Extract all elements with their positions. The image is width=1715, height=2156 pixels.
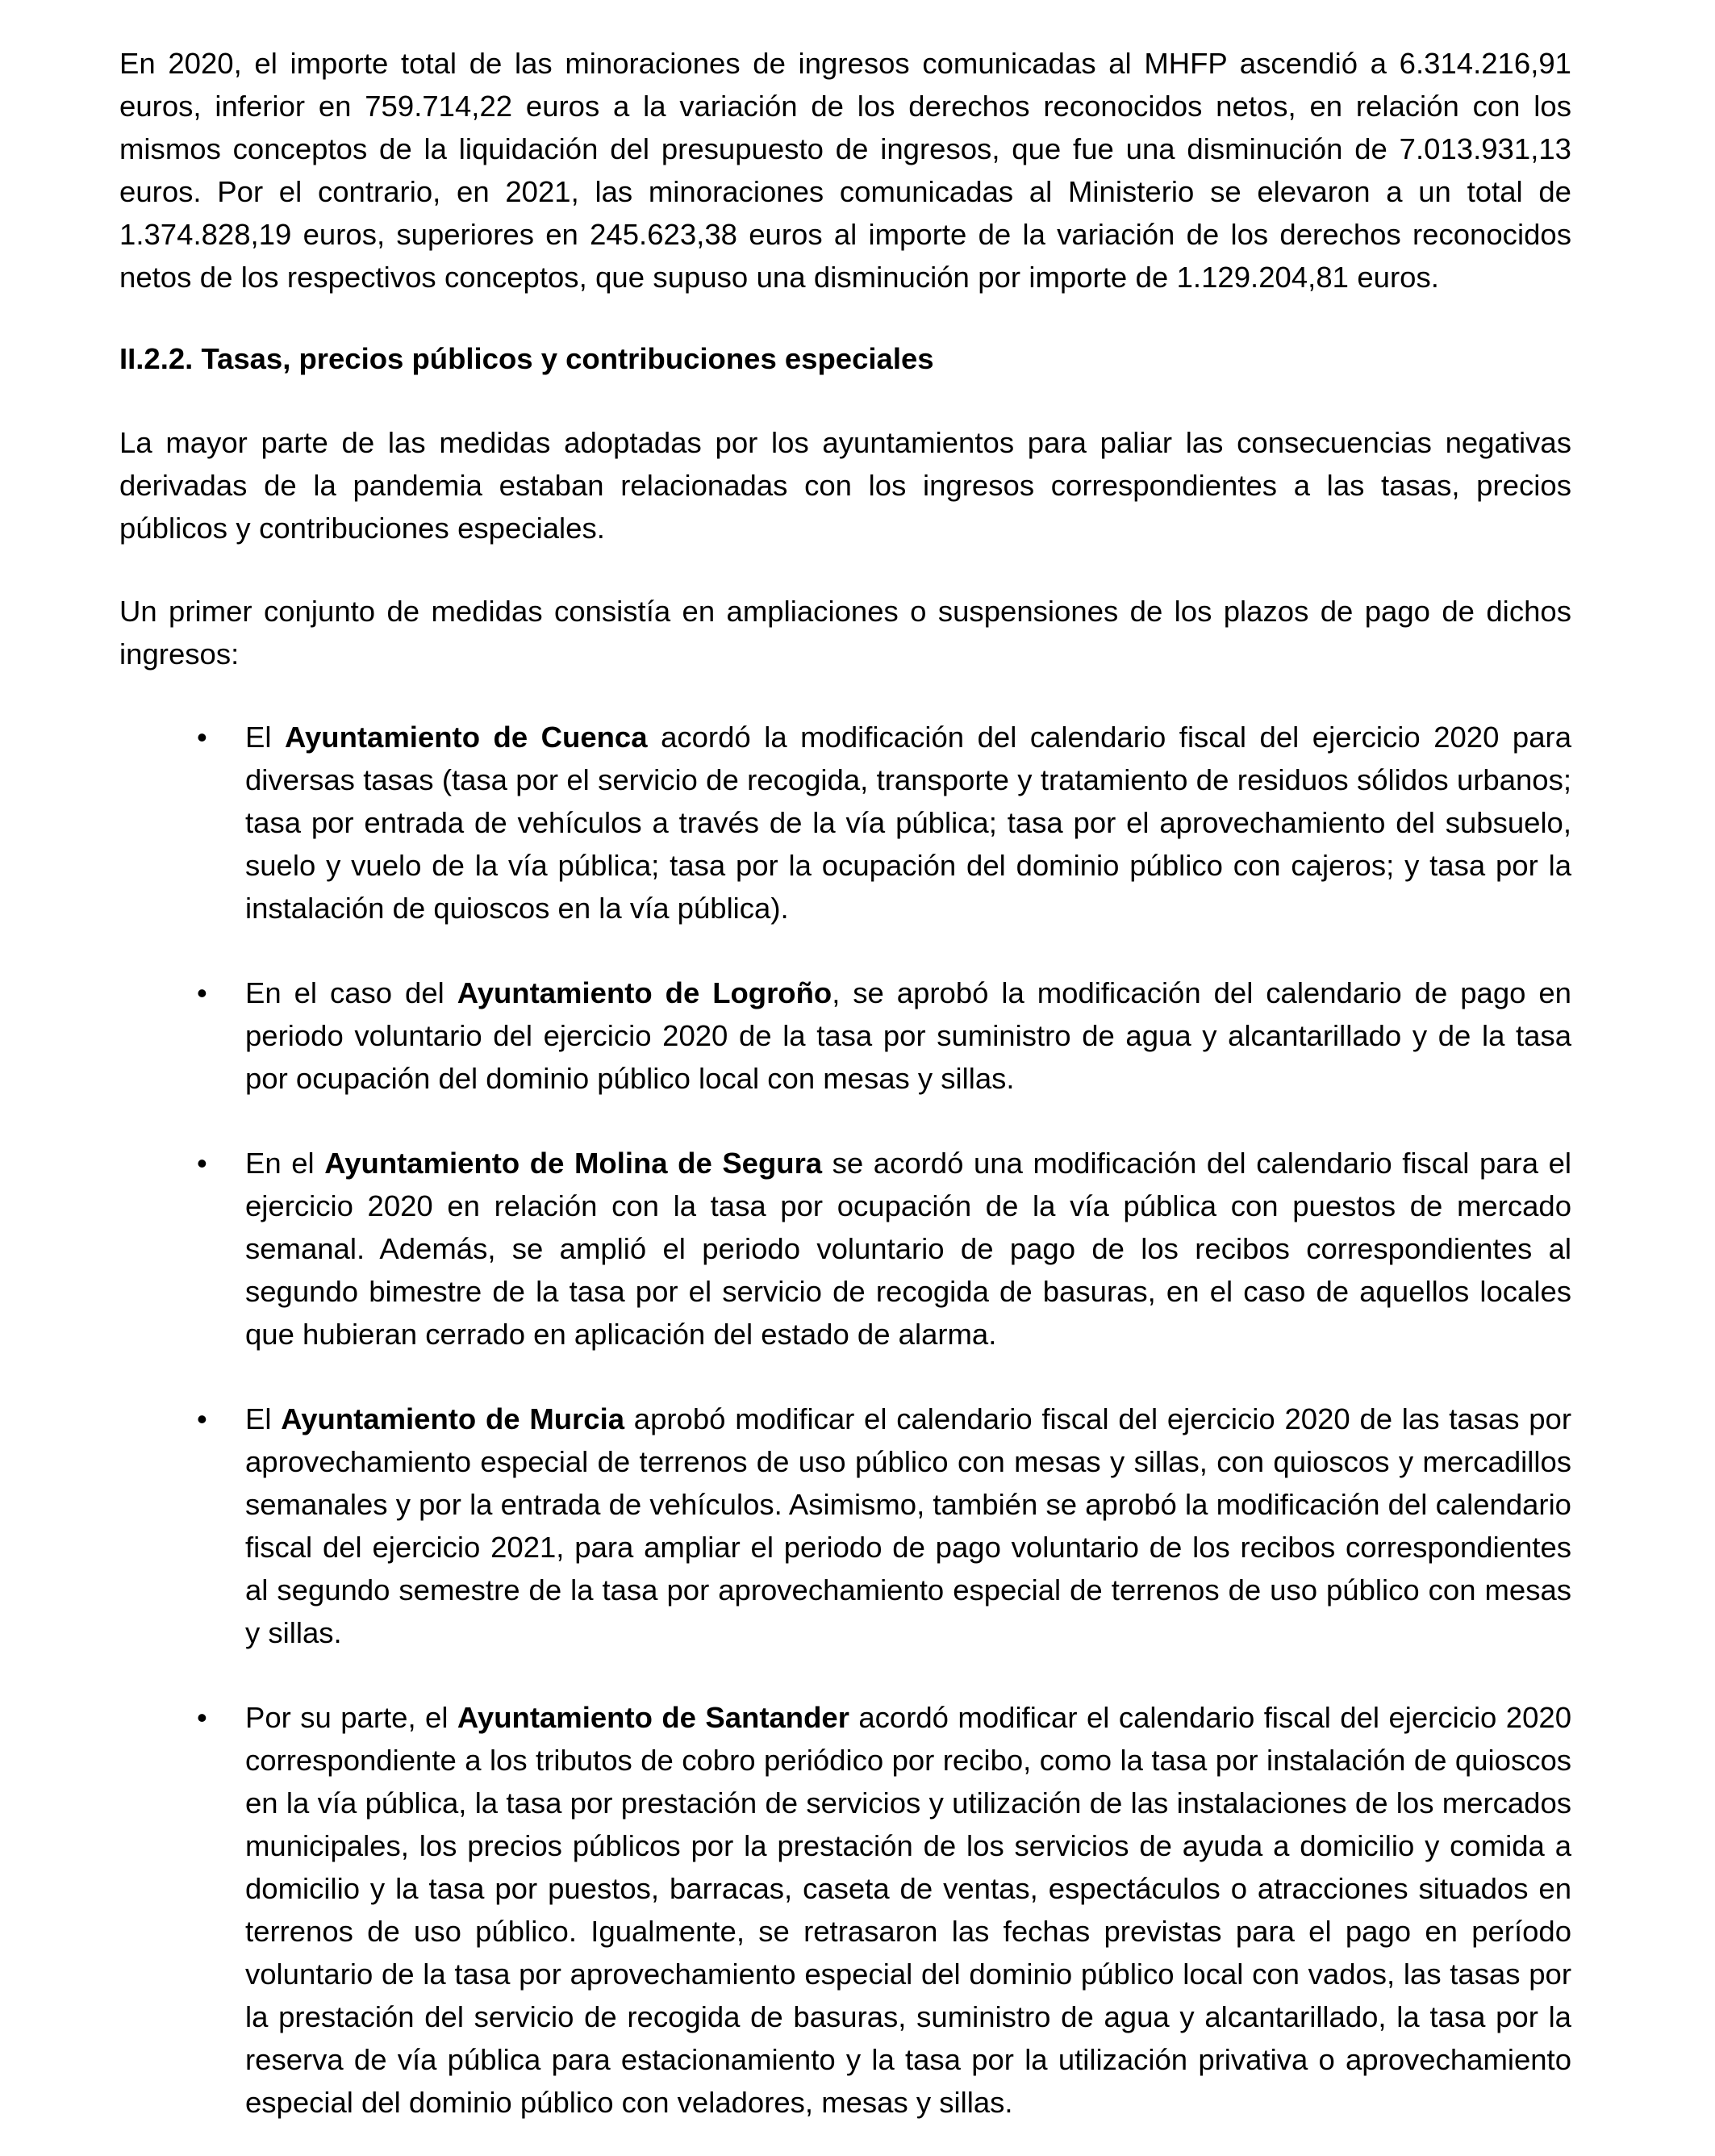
bullet-point-icon: • [197, 1147, 207, 1180]
list-item-molina-de-segura [119, 1142, 1571, 1356]
list-item-text [245, 1142, 1571, 1356]
entity-name-bold: Ayuntamiento de Murcia [281, 1402, 625, 1435]
list-item-text [245, 1398, 1571, 1654]
list-item-rest: se acordó una modificación del calendario fiscal para el ejercicio 2020 en relación con la tasa por ocupación de la vía pública con puestos de mercado semanal. Además, se amplió el periodo voluntario de pago de los recibos correspondientes al segundo bimestre de la tasa por el servicio de recogida de basuras, en el caso de aquellos locales que hubieran cerrado en aplicación del estado de alarma. [245, 1147, 1572, 1351]
list-item-rest: , se aprobó la modificación del calendario de pago en periodo voluntario del ejercicio 2020 de la tasa por suministro de agua y alcantarillado y de la tasa por ocupación del dominio público local con mesas y sillas. [245, 976, 1571, 1095]
list-item-santander [119, 1696, 1571, 2124]
list-item-cuenca [119, 716, 1571, 930]
bullet-point-icon: • [197, 976, 207, 1009]
entity-name-bold: Ayuntamiento de Logroño [457, 976, 832, 1009]
list-item-text [245, 716, 1571, 930]
list-item-lead: El [245, 1402, 282, 1435]
bullet-point-icon: • [197, 721, 207, 754]
paragraph-primer-conjunto: Un primer conjunto de medidas consistía en ampliaciones o suspensiones de los plazos de pago de dichos ingresos: [119, 595, 1571, 671]
list-item-lead: El [245, 721, 285, 754]
list-item-lead: En el caso del [245, 976, 457, 1009]
list-item-text [245, 971, 1571, 1100]
list-item-rest: acordó la modificación del calendario fiscal del ejercicio 2020 para diversas tasas (tasa por el servicio de recogida, transporte y tratamiento de residuos sólidos urbanos; tasa por entrada de vehículos a través de la vía pública; tasa por el aprovechamiento del subsuelo, suelo y vuelo de la vía pública; tasa por la ocupación del dominio público con cajeros; y tasa por la instalación de quioscos en la vía pública). [245, 721, 1571, 925]
entity-name-bold: Ayuntamiento de Molina de Segura [324, 1147, 823, 1180]
list-item-lead: En el [245, 1147, 325, 1180]
list-item-logrono [119, 971, 1571, 1100]
list-item-rest: acordó modificar el calendario fiscal del ejercicio 2020 correspondiente a los tributos de cobro periódico por recibo, como la tasa por instalación de quioscos en la vía pública, la tasa por prestación de servicios y utilización de las instalaciones de los mercados municipales, los precios públicos por la prestación de los servicios de ayuda a domicilio y comida a domicilio y la tasa por puestos, barracas, caseta de ventas, espectáculos o atracciones situados en terrenos de uso público. Igualmente, se retrasaron las fechas previstas para el pago en período voluntario de la tasa por aprovechamiento especial del dominio público local con vados, las tasas por la prestación del servicio de recogida de basuras, suministro de agua y alcantarillado, la tasa por la reserva de vía pública para estacionamiento y la tasa por la utilización privativa o aprovechamiento especial del dominio público con veladores, mesas y sillas. [245, 1701, 1572, 2119]
list-item-text [245, 1696, 1571, 2124]
list-item-lead: Por su parte, el [245, 1701, 457, 1734]
bullet-point-icon: • [197, 1701, 207, 1734]
section-heading-ii-2-2: II.2.2. Tasas, precios públicos y contribuciones especiales [119, 342, 934, 375]
paragraph-intro-minoraciones: En 2020, el importe total de las minoraciones de ingresos comunicadas al MHFP ascendió a 6.314.216,91 euros, inferior en 759.714,22 euros a la variación de los derechos reconocidos netos, en relación con los mismos conceptos de la liquidación del presupuesto de ingresos, que fue una disminución de 7.013.931,13 euros. Por el contrario, en 2021, las minoraciones comunicadas al Ministerio se elevaron a un total de 1.374.828,19 euros, superiores en 245.623,38 euros al importe de la variación de los derechos reconocidos netos de los respectivos conceptos, que supuso una disminución por importe de 1.129.204,81 euros. [119, 47, 1571, 294]
list-item-rest: aprobó modificar el calendario fiscal del ejercicio 2020 de las tasas por aprovechamiento especial de terrenos de uso público con mesas y sillas, con quioscos y mercadillos semanales y por la entrada de vehículos. Asimismo, también se aprobó la modificación del calendario fiscal del ejercicio 2021, para ampliar el periodo de pago voluntario de los recibos correspondientes al segundo semestre de la tasa por aprovechamiento especial de terrenos de uso público con mesas y sillas. [245, 1402, 1572, 1649]
bullet-point-icon: • [197, 1402, 207, 1435]
document-content [119, 42, 1571, 2124]
entity-name-bold: Ayuntamiento de Santander [457, 1701, 849, 1734]
list-item-murcia [119, 1398, 1571, 1654]
paragraph-mayor-parte-medidas: La mayor parte de las medidas adoptadas por los ayuntamientos para paliar las consecuencias negativas derivadas de la pandemia estaban relacionadas con los ingresos correspondientes a las tasas, precios públicos y contribuciones especiales. [119, 426, 1571, 545]
entity-name-bold: Ayuntamiento de Cuenca [285, 721, 648, 754]
measures-bullet-list [119, 716, 1571, 2124]
